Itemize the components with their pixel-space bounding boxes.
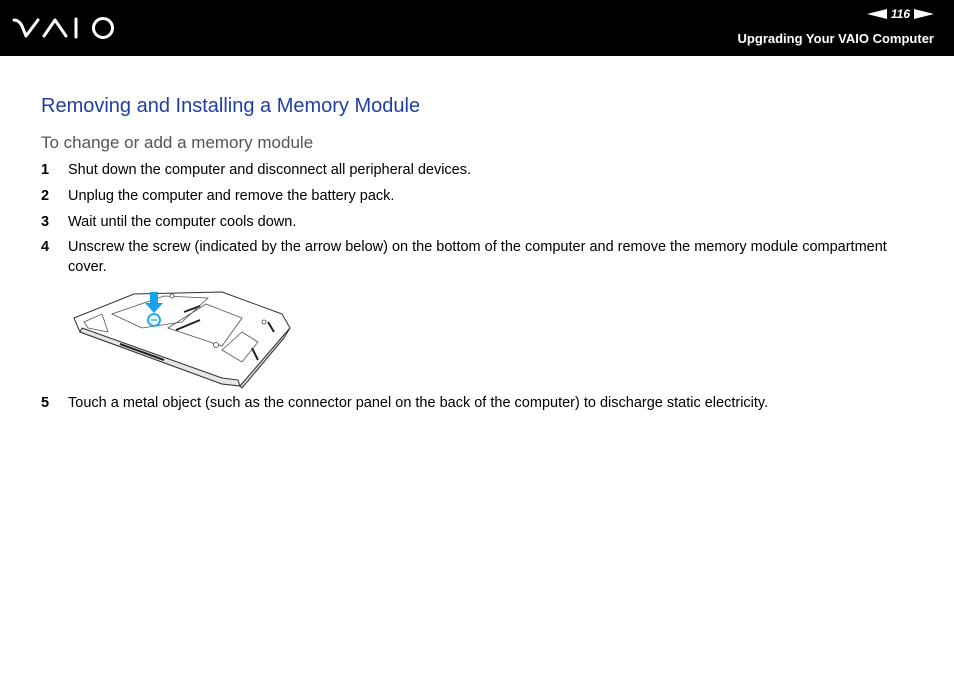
page-header [0,0,954,56]
chapter-title: Upgrading Your VAIO Computer [737,31,934,46]
step-number: 1 [41,162,50,178]
screw-highlight [148,314,160,326]
step-item [41,186,901,206]
step-number: 3 [41,214,50,230]
step-text: Wait until the computer cools down. [68,214,297,230]
step-item [41,237,901,277]
step-number: 2 [41,188,50,204]
triangle-right-icon[interactable] [914,9,934,19]
step-text: Touch a metal object (such as the connector panel on the back of the computer) to discharge static electricity. [68,395,769,411]
step-number: 5 [41,395,50,411]
vaio-logo [12,14,124,47]
step-text: Shut down the computer and disconnect all peripheral devices. [68,162,472,178]
step-text: Unplug the computer and remove the battery pack. [68,188,395,204]
laptop-bottom-illustration [72,288,294,397]
step-item [41,160,901,180]
step-text: Unscrew the screw (indicated by the arrow below) on the bottom of the computer and remove the memory module compartment cover. [68,239,887,275]
page-number: 116 [890,7,910,21]
step-number: 4 [41,239,50,255]
vaio-logo-graphic [12,14,124,42]
triangle-left-icon[interactable] [867,9,887,19]
laptop-bottom-graphic [72,288,294,392]
page-navigation [867,7,934,21]
section-title: Removing and Installing a Memory Module [41,95,421,117]
step-item [41,212,901,232]
procedure-subheading: To change or add a memory module [41,133,314,152]
